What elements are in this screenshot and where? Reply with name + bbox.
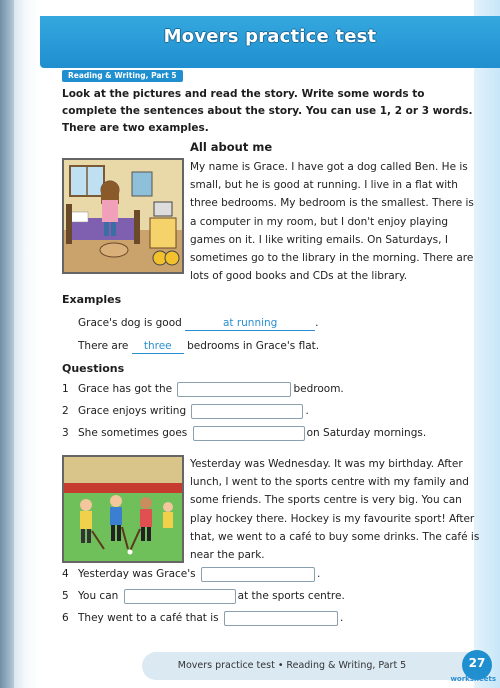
example-2-after: bedrooms in Grace's flat. (187, 340, 320, 352)
header-banner (40, 16, 500, 68)
question-4-after: . (316, 568, 321, 580)
example-1-before: Grace's dog is good (78, 317, 182, 329)
question-4 (62, 566, 320, 582)
question-6-number: 6 (62, 612, 69, 624)
answer-5-input[interactable] (124, 589, 236, 604)
answer-6-input[interactable] (224, 611, 338, 626)
story-paragraph-2: Yesterday was Wednesday. It was my birthday. After lunch, I went to the sports centre with my family and some friends. The sports centre is very big. You can play hockey there. Hockey is my favourite sport! After that, we went to a café to buy some drinks. The café is near the park. (190, 458, 480, 562)
example-1 (78, 315, 319, 331)
questions-heading: Questions (62, 362, 125, 375)
footer-bar (142, 652, 472, 680)
answer-4-input[interactable] (201, 567, 315, 582)
bedroom-picture (62, 158, 184, 274)
question-1 (62, 381, 344, 397)
question-3-number: 3 (62, 427, 69, 439)
example-2-answer: three (132, 340, 184, 354)
examples-heading: Examples (62, 293, 122, 306)
footer-text: Movers practice test • Reading & Writing, Part 5 (177, 660, 407, 671)
bedroom-illustration (64, 160, 182, 272)
question-4-number: 4 (62, 568, 69, 580)
question-2-before: Grace enjoys writing (78, 405, 187, 417)
question-6 (62, 610, 343, 626)
page-number: 27 (462, 650, 492, 680)
answer-2-input[interactable] (191, 404, 303, 419)
example-2-before: There are (78, 340, 129, 352)
watermark: worksheets (450, 675, 496, 683)
example-2 (78, 338, 319, 354)
example-1-answer: at running (185, 317, 315, 331)
question-6-before: They went to a café that is (78, 612, 219, 624)
question-3-after: on Saturday mornings. (306, 427, 427, 439)
question-2-after: . (305, 405, 309, 417)
question-3 (62, 425, 426, 441)
question-5-after: at the sports centre. (237, 590, 345, 602)
question-2-number: 2 (62, 405, 69, 417)
question-2 (62, 403, 309, 419)
question-1-after: bedroom. (293, 383, 344, 395)
question-5-number: 5 (62, 590, 69, 602)
story-paragraph-1: My name is Grace. I have got a dog called Ben. He is small, but he is good at running. I live in a flat with three bedrooms. My bedroom is the smallest. There is a computer in my room, but I don't enjoy playing games on it. I like writing emails. On Saturdays, I sometimes go to the library in the morning. There are lots of good books and CDs at the library. (190, 161, 474, 283)
question-6-after: . (339, 612, 344, 624)
question-5-before: You can (78, 590, 119, 602)
question-3-before: She sometimes goes (78, 427, 188, 439)
question-4-before: Yesterday was Grace's (78, 568, 196, 580)
book-spine-shadow (0, 0, 14, 688)
question-1-number: 1 (62, 383, 69, 395)
story-title: All about me (190, 140, 273, 154)
instructions: Look at the pictures and read the story. Write some words to complete the sentences about the story. You can use 1, 2 or 3 words. There are two examples. (62, 88, 473, 134)
hockey-illustration (64, 457, 182, 561)
question-1-before: Grace has got the (78, 383, 173, 395)
answer-3-input[interactable] (193, 426, 305, 441)
example-1-after: . (315, 317, 319, 329)
part-label: Reading & Writing, Part 5 (62, 70, 183, 82)
hockey-picture (62, 455, 184, 563)
answer-1-input[interactable] (177, 382, 291, 397)
question-5 (62, 588, 345, 604)
page-title: Movers practice test (163, 26, 377, 47)
